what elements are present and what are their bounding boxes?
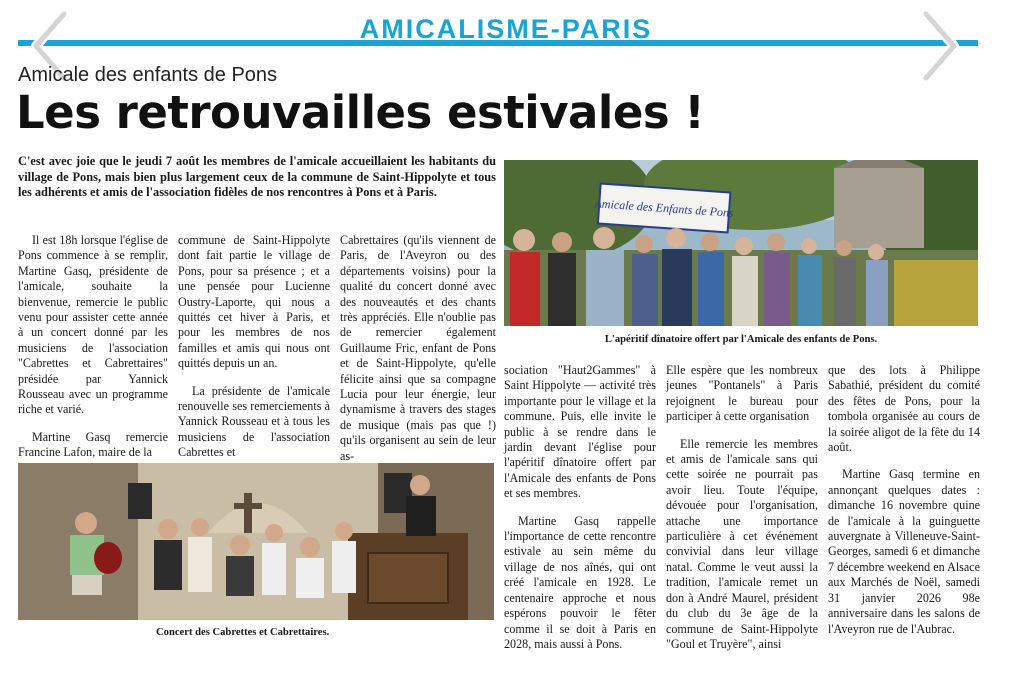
paragraph: commune de Saint-Hippolyte dont fait partie le village de Pons, pour sa présence ; et a une pensée pour Lucienne Oustry-Laporte, qui nous a quittés cet hiver à Paris, et pour les membres de nos familles et amis qui nous ont quittés depuis un an. bbox=[178, 233, 330, 371]
paragraph: Martine Gasq remercie Francine Lafon, maire de la bbox=[18, 429, 168, 460]
article-headline: Les retrouvailles estivales ! bbox=[16, 86, 705, 139]
paragraph: Martine Gasq termine en annonçant quelques dates : dimanche 16 novembre quine de l'amicale à la guinguette auvergnate à Villeneuve-Saint-Georges, samedi 6 et dimanche 7 décembre weekend en Alsace aux Marchés de Noël, samedi 31 janvier 2026 98e anniversaire dans les salons de l'Aveyron rue de l'Aubrac. bbox=[828, 467, 980, 636]
aperitif-photo bbox=[504, 160, 978, 326]
paragraph: La présidente de l'amicale renouvelle ses remerciements à Yannick Rousseau et à tous les musiciens de l'association Cabrettes et bbox=[178, 383, 330, 460]
text-column-3 bbox=[340, 233, 496, 464]
text-column-6 bbox=[828, 363, 980, 637]
paragraph: que des lots à Philippe Sabathié, président du comité des fêtes de Pons, pour la tombola organisée au cours de la soirée aligot de la fête du 14 août. bbox=[828, 363, 980, 455]
crowd-garden-image bbox=[504, 160, 978, 326]
chevron-right-icon bbox=[918, 8, 962, 84]
article-lead: C'est avec joie que le jeudi 7 août les membres de l'amicale accueillaient les habitants du village de Pons, mais bien plus largement ceux de la commune de Saint-Hippolyte et tous les adhérents et amis de l'association fidèles de nos rencontres à Pons et à Paris. bbox=[18, 154, 496, 199]
text-column-4 bbox=[504, 363, 656, 652]
church-concert-image bbox=[18, 463, 494, 620]
paragraph: Elle remercie les membres et amis de l'amicale sans qui cette soirée ne pourrait pas avoir lieu. Toute l'équipe, dévouée pour l'organisation, attache une importance particulière à cet événement convivial dans leur village natal. Comme le veut aussi la tradition, l'amicale remet un don à André Maurel, président du club du 3e âge de la commune de Saint-Hippolyte "Goul et Truyère", ainsi bbox=[666, 436, 818, 651]
next-page-button[interactable] bbox=[918, 8, 962, 84]
aperitif-photo-caption: L'apéritif dînatoire offert par l'Amicale des enfants de Pons. bbox=[604, 334, 878, 345]
concert-photo bbox=[18, 463, 494, 620]
paragraph: Il est 18h lorsque l'église de Pons commence à se remplir, Martine Gasq, présidente de l'amicale, souhaite la bienvenue, remercie le public venu pour assister cette année à un concert donné par les musiciens de l'association "Cabrettes et Cabrettaires" présidée par Yannick Rousseau avec un programme riche et varié. bbox=[18, 233, 168, 417]
paragraph: Cabrettaires (qu'ils viennent de Paris, de l'Aveyron ou des départements voisins) pour la qualité du concert donné avec des nouveautés et des chants très appréciés. Elle n'oublie pas de remercier également Guillaume Fric, enfant de Pons et de Saint-Hippolyte, qu'elle félicite ainsi que sa compagne Lucia pour leur énergie, leur dynamisme à travers des stages de musique (mais pas que !) qu'ils organisent au sein de leur as- bbox=[340, 233, 496, 463]
article-kicker: Amicale des enfants de Pons bbox=[18, 64, 278, 86]
text-column-2 bbox=[178, 233, 330, 461]
paragraph: sociation "Haut2Gammes" à Saint Hippolyte — activité très importante pour le village et la commune. Puis, elle invite le public à se rendre dans le jardin devant l'église pour l'apéritif dînatoire offert par l'Amicale des enfants de Pons et ses membres. bbox=[504, 363, 656, 501]
banner-text: Amicale des Enfants de Pons bbox=[594, 196, 735, 220]
concert-photo-caption: Concert des Cabrettes et Cabrettaires. bbox=[156, 627, 330, 638]
text-column-5 bbox=[666, 363, 818, 652]
section-title: AMICALISME-PARIS bbox=[359, 14, 653, 44]
paragraph: Martine Gasq rappelle l'importance de cette rencontre estivale au sein même du village de nos aînés, qui ont créé l'amicale en 1928. Le centenaire approche et nous espérons pouvoir le fêter comme il se doit à Paris en 2028, mais aussi à Pons. bbox=[504, 513, 656, 651]
paragraph: Elle espère que les nombreux jeunes "Pontanels" à Paris rejoignent le bureau pour participer à cette organisation bbox=[666, 363, 818, 424]
text-column-1 bbox=[18, 233, 168, 461]
